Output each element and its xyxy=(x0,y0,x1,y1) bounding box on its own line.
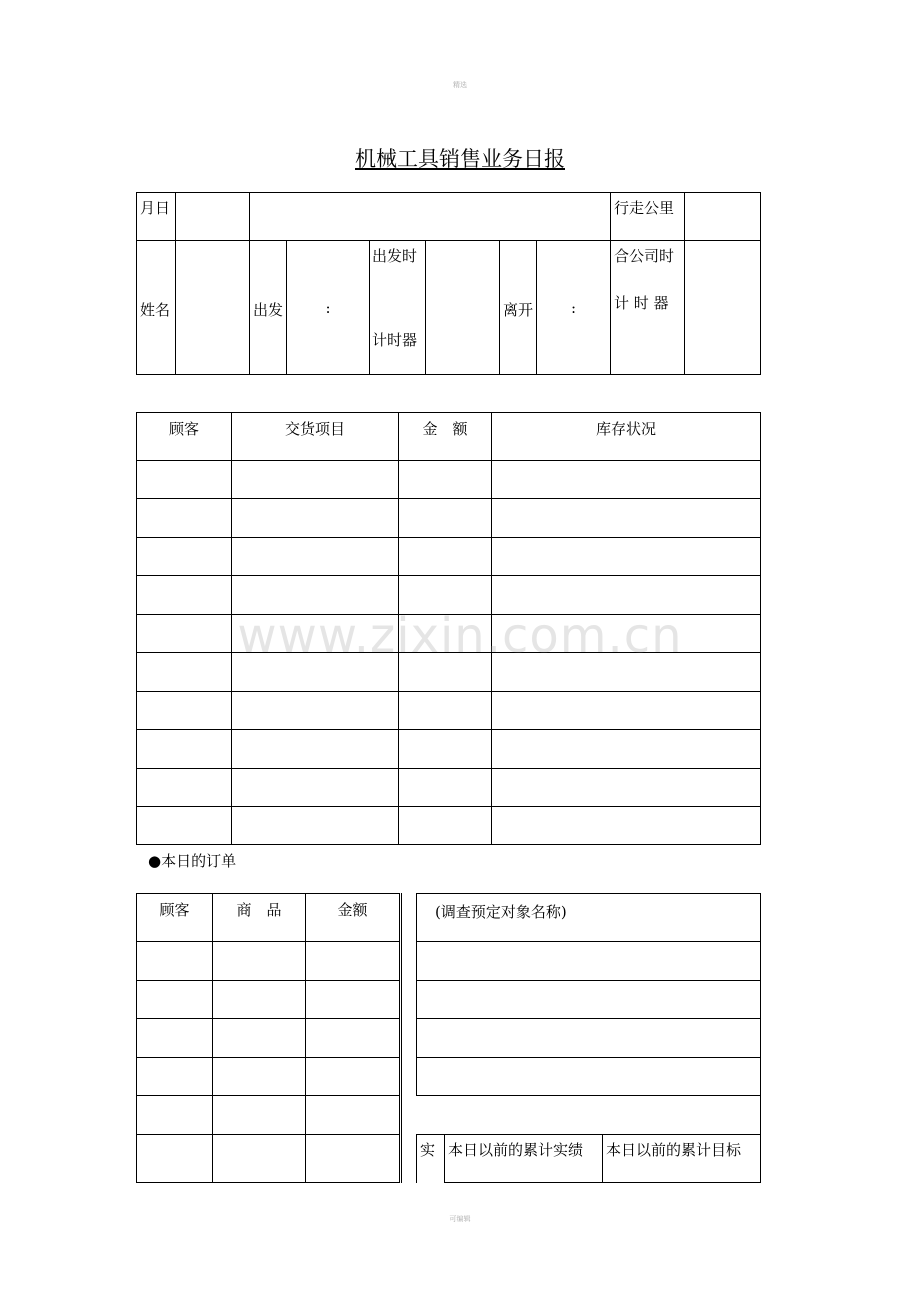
amount-cell[interactable] xyxy=(399,807,492,845)
order-header-amount: 金额 xyxy=(306,894,400,942)
order-product-cell[interactable] xyxy=(213,1096,306,1135)
table-row xyxy=(137,1135,400,1183)
survey-row[interactable] xyxy=(417,1096,761,1135)
table-row xyxy=(137,807,761,845)
survey-row[interactable] xyxy=(417,981,761,1019)
item-cell[interactable] xyxy=(232,769,399,807)
table-row xyxy=(137,1096,400,1135)
stock-cell[interactable] xyxy=(492,538,761,576)
table-row xyxy=(137,730,761,769)
amount-cell[interactable] xyxy=(399,499,492,538)
order-product-cell[interactable] xyxy=(213,1058,306,1096)
footer-mark: 可编辑 xyxy=(449,1215,471,1223)
table-row xyxy=(137,461,761,499)
header-mark: 精选 xyxy=(453,81,467,89)
item-cell[interactable] xyxy=(232,692,399,730)
order-customer-cell[interactable] xyxy=(137,1019,213,1058)
order-customer-cell[interactable] xyxy=(137,942,213,981)
survey-table xyxy=(416,893,761,1183)
header-customer: 顾客 xyxy=(137,413,232,461)
order-amount-cell[interactable] xyxy=(306,981,400,1019)
orders-note: ●本日的订单 xyxy=(148,852,237,870)
customer-cell[interactable] xyxy=(137,692,232,730)
customer-cell[interactable] xyxy=(137,730,232,769)
actual-label: 实 xyxy=(417,1135,445,1183)
mileage-label: 行走公里 xyxy=(611,193,685,241)
name-field[interactable] xyxy=(176,241,250,375)
company-timer-bottom: 计 时 器 xyxy=(614,294,669,312)
amount-cell[interactable] xyxy=(399,692,492,730)
amount-cell[interactable] xyxy=(399,769,492,807)
date-detail-field[interactable] xyxy=(250,193,611,241)
company-timer-field[interactable] xyxy=(685,241,761,375)
order-header-product: 商 品 xyxy=(213,894,306,942)
table-row xyxy=(137,942,400,981)
mileage-field[interactable] xyxy=(685,193,761,241)
depart-label: 出发 xyxy=(250,241,287,375)
name-label: 姓名 xyxy=(137,241,176,375)
survey-row[interactable] xyxy=(417,942,761,981)
survey-header: (调查预定对象名称) xyxy=(417,894,761,942)
order-amount-cell[interactable] xyxy=(306,1019,400,1058)
amount-cell[interactable] xyxy=(399,538,492,576)
depart-time-field[interactable]: : xyxy=(287,241,370,375)
customer-cell[interactable] xyxy=(137,461,232,499)
amount-cell[interactable] xyxy=(399,730,492,769)
company-timer-top: 合公司时 xyxy=(614,247,675,265)
order-amount-cell[interactable] xyxy=(306,1096,400,1135)
stock-cell[interactable] xyxy=(492,807,761,845)
item-cell[interactable] xyxy=(232,499,399,538)
table-row xyxy=(137,1058,400,1096)
table-row xyxy=(137,769,761,807)
order-amount-cell[interactable] xyxy=(306,1135,400,1183)
leave-label: 离开 xyxy=(500,241,537,375)
cumulative-actual-label: 本日以前的累计实绩 xyxy=(445,1135,603,1183)
item-cell[interactable] xyxy=(232,538,399,576)
table-row xyxy=(137,1019,400,1058)
table-row xyxy=(137,981,400,1019)
date-field[interactable] xyxy=(176,193,250,241)
table-row xyxy=(137,499,761,538)
header-amount: 金 额 xyxy=(399,413,492,461)
stock-cell[interactable] xyxy=(492,730,761,769)
depart-timer-top: 出发时 xyxy=(372,247,418,265)
order-amount-cell[interactable] xyxy=(306,1058,400,1096)
item-cell[interactable] xyxy=(232,461,399,499)
order-product-cell[interactable] xyxy=(213,981,306,1019)
order-product-cell[interactable] xyxy=(213,942,306,981)
divider xyxy=(401,893,402,1183)
cumulative-target-label: 本日以前的累计目标 xyxy=(603,1135,761,1183)
depart-timer-field[interactable] xyxy=(426,241,500,375)
order-header-customer: 顾客 xyxy=(137,894,213,942)
date-label: 月日 xyxy=(137,193,176,241)
order-product-cell[interactable] xyxy=(213,1135,306,1183)
order-customer-cell[interactable] xyxy=(137,1096,213,1135)
depart-timer-bottom: 计时器 xyxy=(372,331,418,349)
stock-cell[interactable] xyxy=(492,461,761,499)
item-cell[interactable] xyxy=(232,730,399,769)
table-row xyxy=(137,538,761,576)
customer-cell[interactable] xyxy=(137,807,232,845)
survey-row[interactable] xyxy=(417,1019,761,1058)
header-stock-status: 库存状况 xyxy=(492,413,761,461)
customer-cell[interactable] xyxy=(137,499,232,538)
customer-cell[interactable] xyxy=(137,769,232,807)
order-customer-cell[interactable] xyxy=(137,1058,213,1096)
order-customer-cell[interactable] xyxy=(137,1135,213,1183)
header-delivery-item: 交货项目 xyxy=(232,413,399,461)
info-table xyxy=(136,192,761,375)
order-table xyxy=(136,893,400,1183)
order-product-cell[interactable] xyxy=(213,1019,306,1058)
order-amount-cell[interactable] xyxy=(306,942,400,981)
table-row xyxy=(137,692,761,730)
order-customer-cell[interactable] xyxy=(137,981,213,1019)
stock-cell[interactable] xyxy=(492,692,761,730)
item-cell[interactable] xyxy=(232,807,399,845)
stock-cell[interactable] xyxy=(492,499,761,538)
stock-cell[interactable] xyxy=(492,769,761,807)
watermark: www.zixin.com.cn xyxy=(237,608,683,664)
page-title: 机械工具销售业务日报 xyxy=(355,147,565,171)
survey-row[interactable] xyxy=(417,1058,761,1096)
amount-cell[interactable] xyxy=(399,461,492,499)
leave-time-field[interactable]: : xyxy=(537,241,611,375)
customer-cell[interactable] xyxy=(137,538,232,576)
